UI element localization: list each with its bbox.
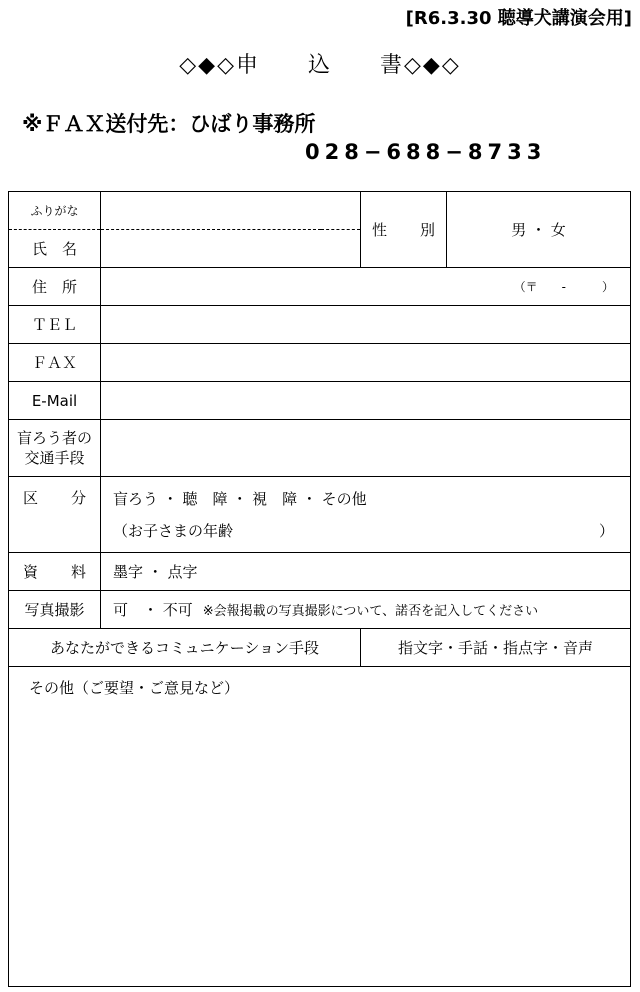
other-field[interactable] — [9, 667, 631, 987]
fax-label: ＦＡＸ — [9, 344, 101, 382]
fax-number: 028−688−8733 — [305, 140, 547, 164]
category-options[interactable]: 盲ろう ・ 聴 障 ・ 視 障 ・ その他 — [113, 489, 367, 508]
fax-destination: ※ＦＡＸ送付先：ひばり事務所 — [22, 112, 316, 136]
tel-field[interactable] — [101, 306, 631, 344]
category-label: 区 分 — [9, 477, 101, 553]
address-label: 住 所 — [9, 268, 101, 306]
photo-options[interactable]: 可 ・ 不可 — [113, 601, 193, 619]
transport-label-line-1: 盲ろう者の — [16, 429, 92, 447]
furigana-label: ふりがな — [9, 192, 101, 230]
communication-label: あなたができるコミュニケーション手段 — [9, 629, 361, 667]
name-field[interactable] — [101, 230, 361, 268]
transport-label-line-2: 交通手段 — [24, 449, 85, 467]
postal-code-hint: （〒 - ） — [513, 280, 614, 294]
form-title: ◇◆◇申 込 書◇◆◇ — [179, 53, 461, 78]
furigana-field[interactable] — [101, 192, 361, 230]
email-field[interactable] — [101, 382, 631, 420]
category-field[interactable] — [101, 477, 631, 553]
address-field[interactable] — [101, 268, 631, 306]
child-age-label: （お子さまの年齢 — [113, 521, 234, 540]
materials-label: 資 料 — [9, 553, 101, 591]
child-age-close: ） — [598, 521, 614, 540]
application-form-table — [8, 191, 631, 987]
fax-field[interactable] — [101, 344, 631, 382]
photo-label: 写真撮影 — [9, 591, 101, 629]
gender-label: 性 別 — [361, 192, 447, 268]
photo-field[interactable] — [101, 591, 631, 629]
transport-label — [9, 420, 101, 477]
gender-options[interactable]: 男 ・ 女 — [447, 192, 631, 268]
other-label: その他（ご要望・ご意見など） — [29, 679, 240, 697]
email-label: E-Mail — [9, 382, 101, 420]
name-label: 氏 名 — [9, 230, 101, 268]
transport-field[interactable] — [101, 420, 631, 477]
tel-label: ＴＥＬ — [9, 306, 101, 344]
materials-options[interactable]: 墨字 ・ 点字 — [101, 553, 631, 591]
communication-options[interactable]: 指文字・手話・指点字・音声 — [361, 629, 631, 667]
event-tag: [R6.3.30 聴導犬講演会用] — [405, 8, 632, 29]
child-age-line[interactable] — [101, 515, 630, 547]
photo-note: ※会報掲載の写真撮影について、諾否を記入してください — [202, 604, 539, 619]
